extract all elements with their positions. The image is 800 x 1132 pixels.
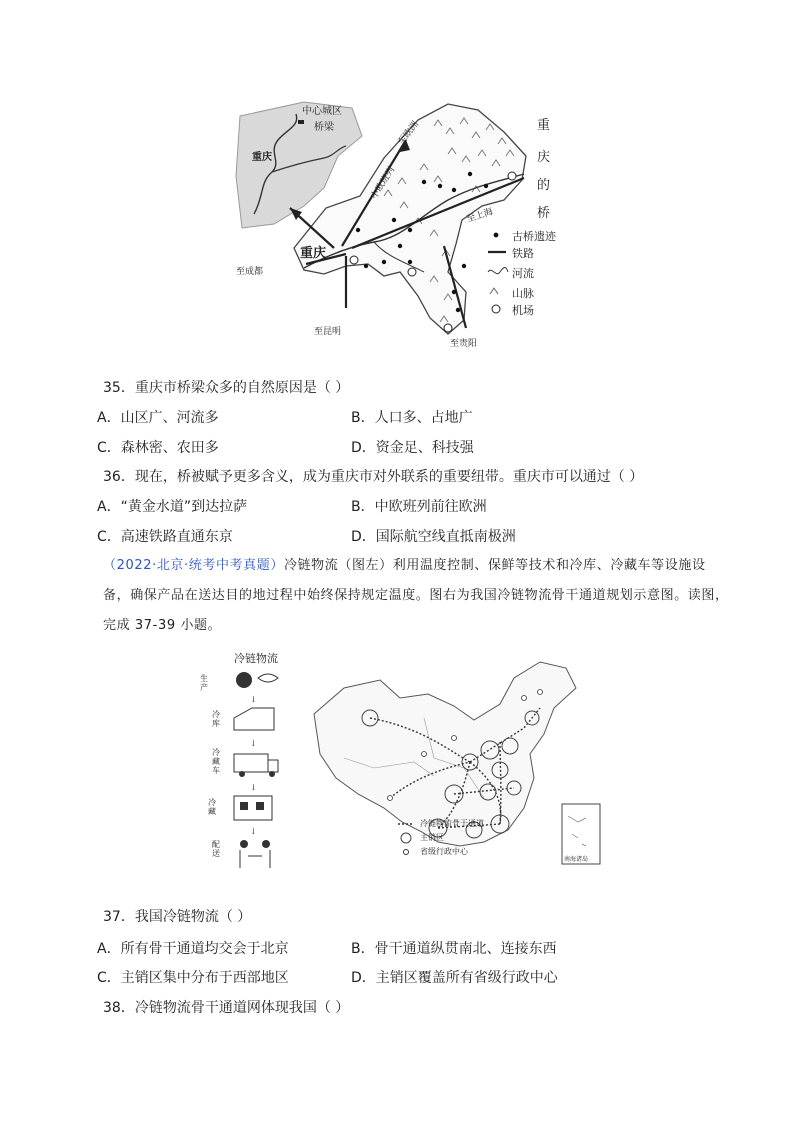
chain-step-refrigerate: 冷藏 [208,798,216,816]
to-europe-label: 至欧洲 [396,119,421,148]
legend-mountain: 山脉 [512,287,534,300]
legend-ancient-bridge: 古桥遗迹 [512,230,556,243]
chain-step-delivery: 配送 [212,840,220,858]
q38-stem: 38．冷链物流骨干通道网体现我国（ ） [103,1000,350,1016]
chain-step-produce: 生产 [200,674,208,692]
q36-option-d[interactable]: D．国际航空线直抵南极洲 [351,529,516,545]
q35-option-b[interactable]: B．人口多、占地广 [351,410,473,426]
passage-line-2: 备，确保产品在送达目的地过程中始终保持规定温度。图右为我国冷链物流骨干通道规划示意图。读图， [103,588,729,603]
to-kunming-label: 至昆明 [314,327,342,337]
legend-river: 河流 [512,267,534,280]
passage-text-1: 冷链物流（图左）利用温度控制、保鲜等技术和冷库、冷藏车等设施设 [283,558,706,573]
china-cold-chain-map-drawing [304,658,604,874]
q37-stem: 37．我国冷链物流（ ） [103,909,252,925]
q37-option-a[interactable]: A．所有骨干通道均交会于北京 [97,941,289,957]
svg-text:↓: ↓ [250,783,257,792]
q36-option-c[interactable]: C．高速铁路直通东京 [97,529,233,545]
q36-option-b[interactable]: B．中欧班列前往欧洲 [351,499,487,515]
q35-option-a[interactable]: A．山区广、河流多 [97,410,219,426]
europe-train-label: 中欧班列 [369,165,398,202]
inset-bridge-label: 桥梁 [314,122,334,133]
svg-text:↓: ↓ [250,739,257,748]
chain-step-cold-storage: 冷库 [212,710,220,728]
inset-city-label: 重庆 [252,152,272,163]
chongqing-city-label: 重庆 [300,246,327,261]
to-shanghai-label: 至上海 [465,206,495,225]
map1-title-char: 桥 [537,206,551,221]
passage-source[interactable]: （2022·北京·统考中考真题） [103,558,284,573]
q37-option-d[interactable]: D．主销区覆盖所有省级行政中心 [351,970,558,986]
q35-option-c[interactable]: C．森林密、农田多 [97,440,219,456]
to-guiyang-label: 至贵阳 [450,339,478,349]
legend-corridor: 冷链物流骨干通道 [420,819,484,828]
q35-stem: 35．重庆市桥梁众多的自然原因是（ ） [103,380,350,396]
q36-option-a[interactable]: A．“黄金水道”到达拉萨 [97,499,248,515]
map1-title-char: 的 [537,178,551,193]
chain-title: 冷链物流 [234,652,278,665]
passage-line-1 [103,551,706,581]
passage-line-3: 完成 37-39 小题。 [103,618,222,633]
chain-step-truck: 冷藏车 [212,748,220,775]
q36-stem: 36．现在，桥被赋予更多含义，成为重庆市对外联系的重要纽带。重庆市可以通过（ ） [103,469,644,485]
legend-capital: 省级行政中心 [420,847,468,856]
svg-text:↓: ↓ [250,695,257,704]
legend-main-area: 主销区 [420,833,444,842]
to-chengdu-label: 至成都 [236,267,264,277]
legend-railway: 铁路 [512,247,534,260]
map1-title-char: 庆 [537,150,551,165]
inset-center-label: 中心城区 [302,106,342,117]
svg-text:↓: ↓ [250,827,257,836]
q37-option-c[interactable]: C．主销区集中分布于西部地区 [97,970,289,986]
q35-option-d[interactable]: D．资金足、科技强 [351,440,474,456]
map1-title-char: 重 [537,118,551,133]
legend-airport: 机场 [512,304,534,317]
cold-chain-figure [200,648,604,874]
q37-option-b[interactable]: B．骨干通道纵贯南北、连接东西 [351,941,557,957]
chongqing-bridge-map [234,96,574,356]
inset-south-sea-label: 南海诸岛 [564,856,589,863]
